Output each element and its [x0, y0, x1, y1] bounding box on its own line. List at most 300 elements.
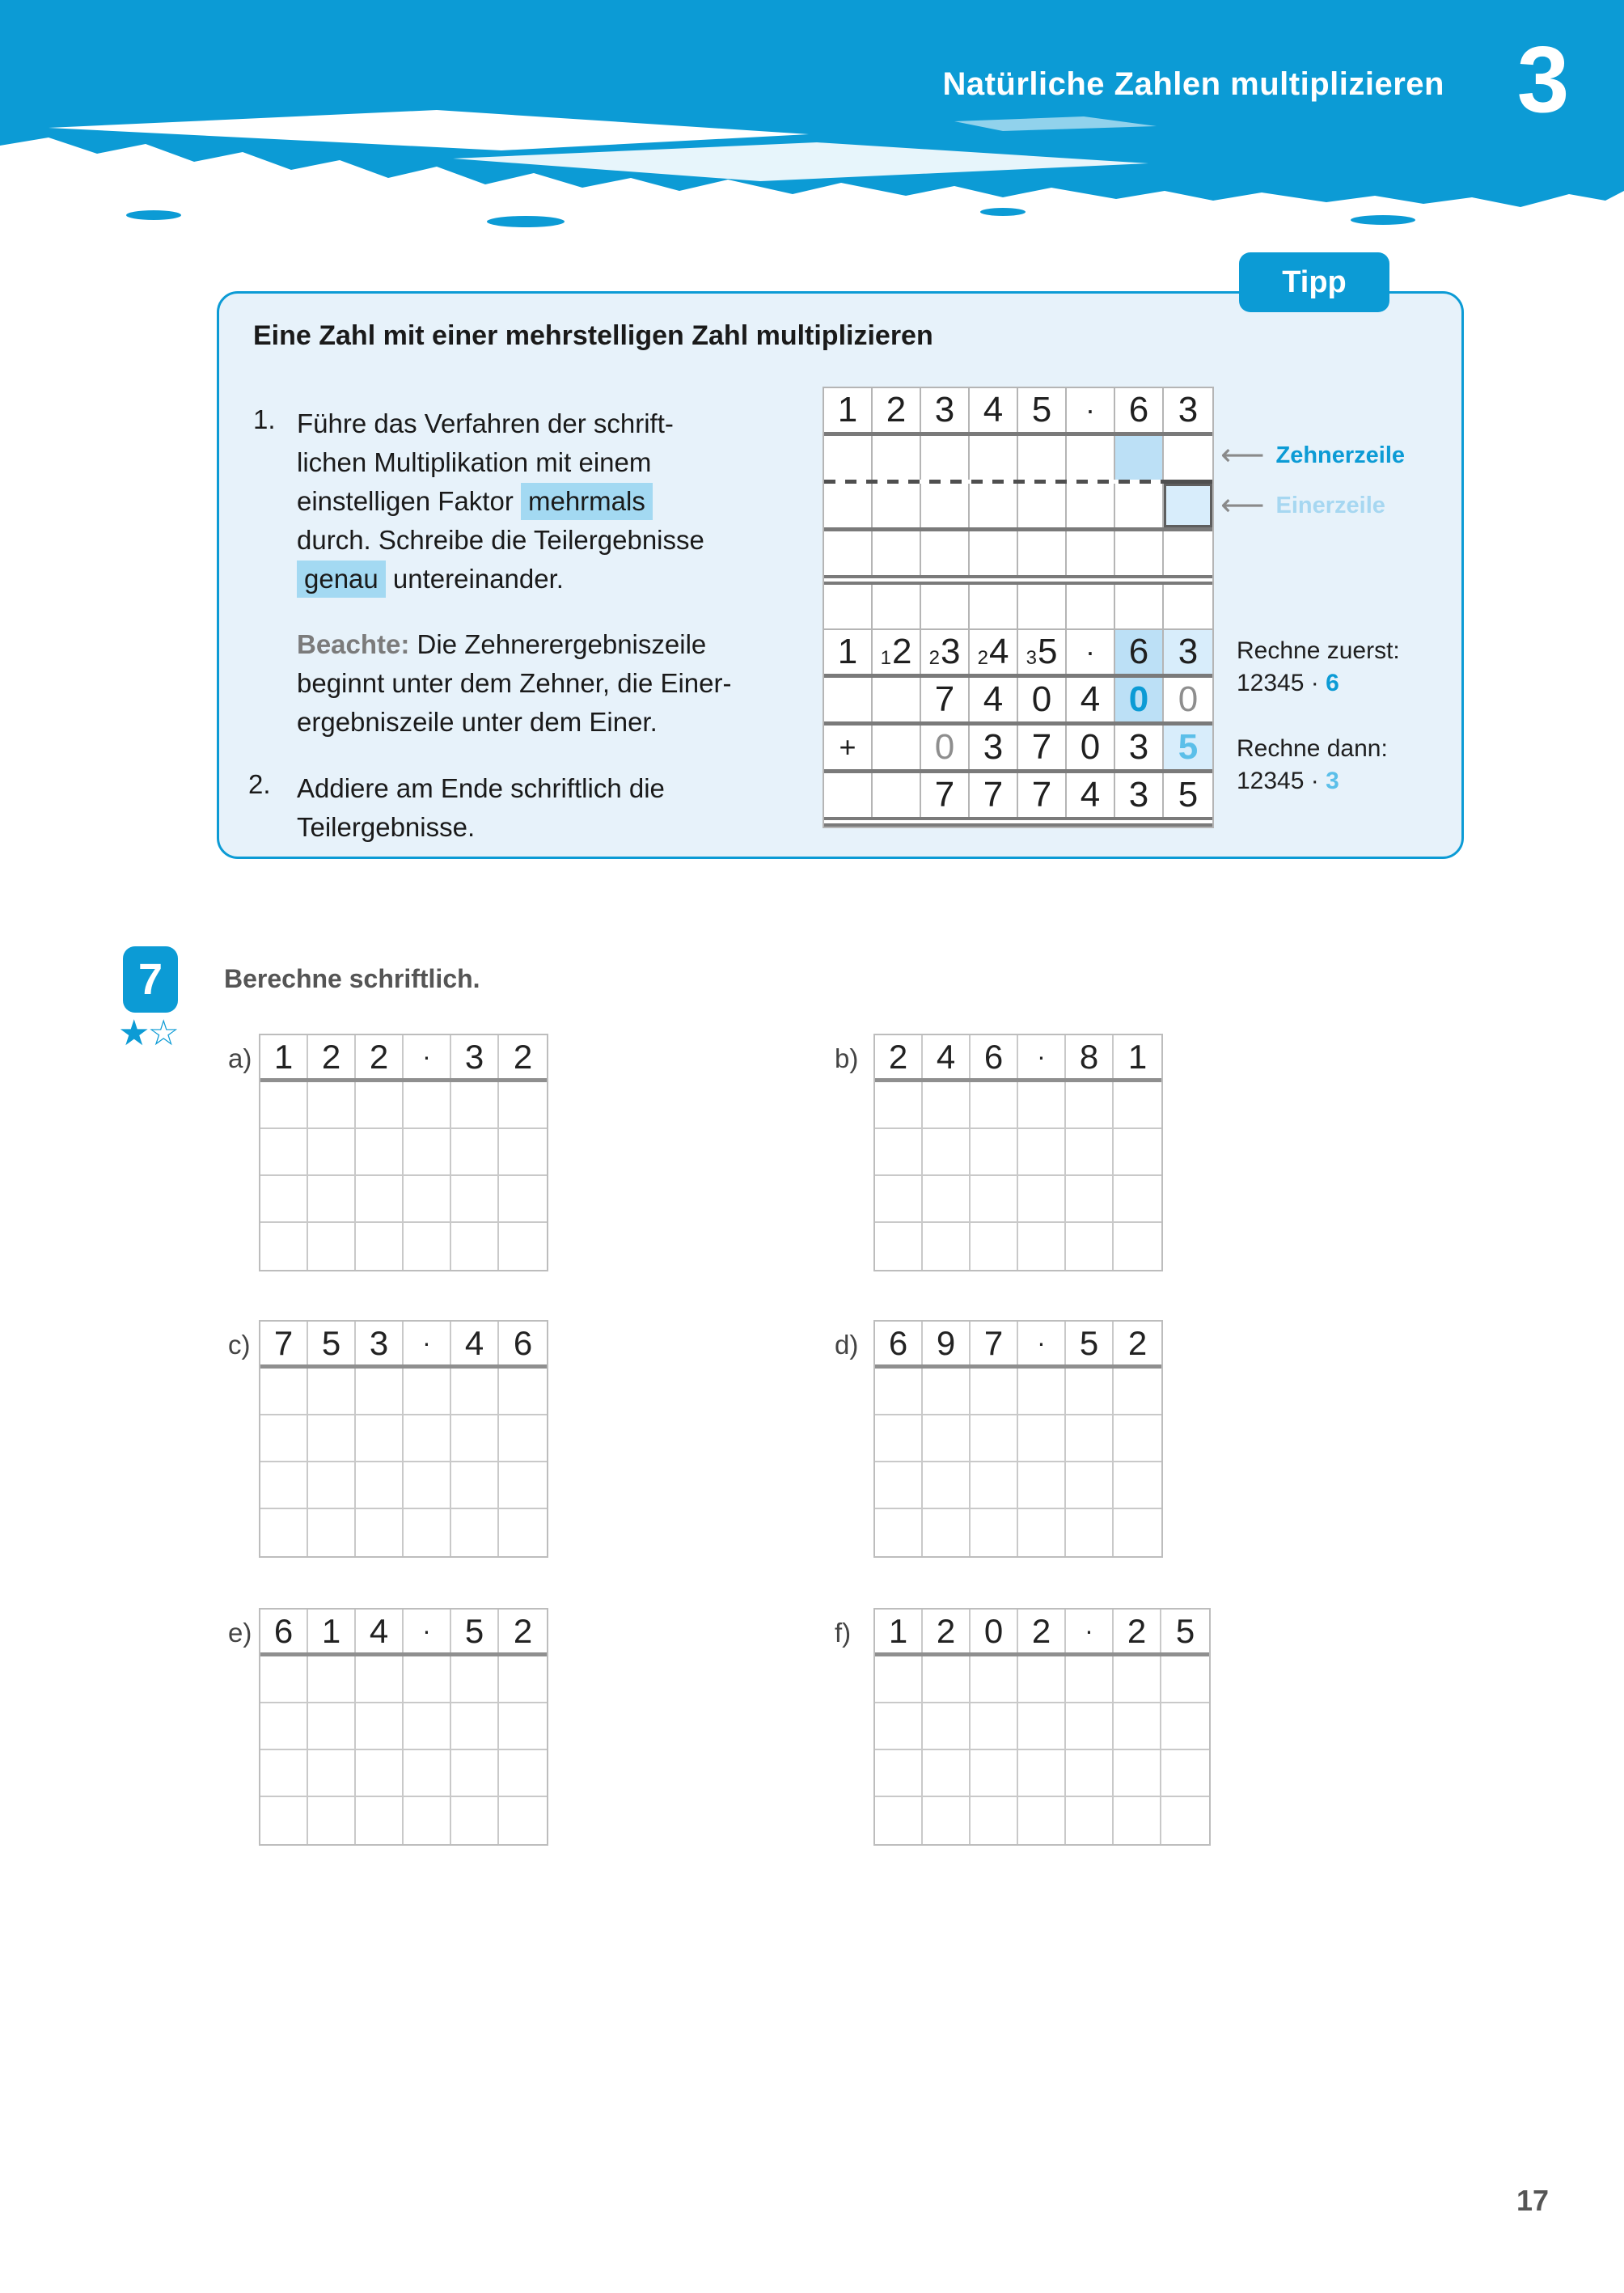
- task-answer-cell: [1161, 1750, 1209, 1796]
- tens-row-annotation: [1220, 440, 1405, 471]
- example-grid-row: [824, 773, 1212, 817]
- example-grid-row: [824, 436, 1212, 480]
- task-answer-cell: [875, 1129, 923, 1174]
- task-answer-cell: [260, 1415, 308, 1461]
- example-grid-cell: [1164, 388, 1212, 432]
- exercise-badge: [123, 946, 178, 1013]
- task-grid-cell: 2: [513, 1037, 533, 1076]
- example-grid-cell: [873, 484, 921, 527]
- task-answer-cell: [1018, 1223, 1066, 1270]
- task-answer-cell: [875, 1369, 923, 1414]
- task-grid-cell: 6: [260, 1610, 308, 1652]
- task-answer-cell: [260, 1509, 308, 1556]
- task-answer-cell: [451, 1176, 499, 1221]
- grid-digit: ·: [1085, 635, 1095, 668]
- task-answer-cell: [404, 1129, 451, 1174]
- grid-digit: 7: [1031, 727, 1052, 767]
- task-grid-cell: 2: [308, 1035, 356, 1078]
- left-arrow-icon: ⟵: [1220, 438, 1265, 472]
- carry-digit: 2: [928, 647, 940, 669]
- task-label: f): [835, 1618, 852, 1648]
- task-answer-cell: [971, 1082, 1018, 1127]
- task-grid-cell: 9: [923, 1322, 971, 1364]
- task-grid-cell: 5: [1175, 1611, 1195, 1650]
- example-grid-cell: [921, 630, 970, 674]
- task-grid-cell: ·: [404, 1035, 451, 1078]
- grid-digit: 2: [886, 390, 907, 429]
- task-answer-row: [875, 1415, 1161, 1462]
- task-grid-cell: 4: [923, 1035, 971, 1078]
- grid-digit: 1: [837, 390, 858, 429]
- task-digit-row: [260, 1322, 547, 1369]
- first-calc-hint: [1237, 635, 1400, 700]
- grid-digit: 6: [1128, 632, 1149, 671]
- task-answer-row: [875, 1176, 1161, 1223]
- first-calc-label: Rechne zuerst:: [1237, 637, 1400, 664]
- note-line-3: ergebniszeile unter dem Einer.: [297, 707, 658, 737]
- task-answer-cell: [1114, 1462, 1161, 1508]
- grid-digit: 3: [940, 632, 961, 671]
- grid-digit: 7: [934, 775, 955, 814]
- task-answer-cell: [451, 1797, 499, 1844]
- task-answer-row: [875, 1129, 1161, 1176]
- then-calc-factor: 3: [1326, 768, 1339, 794]
- task-answer-cell: [923, 1369, 971, 1414]
- task-answer-cell: [1114, 1223, 1161, 1270]
- task-answer-cell: [404, 1750, 451, 1796]
- example-grid-cell: [1067, 388, 1115, 432]
- example-grid-row: [824, 678, 1212, 721]
- task-answer-row: [260, 1509, 547, 1556]
- task-answer-cell: [451, 1703, 499, 1749]
- task-grid-cell: 2: [356, 1035, 404, 1078]
- task-answer-cell: [499, 1223, 547, 1270]
- step-1-line-4: durch. Schreibe die Teilergebnisse: [297, 525, 704, 555]
- example-grid-cell: [824, 484, 873, 527]
- task-grid-cell: 2: [923, 1610, 971, 1652]
- example-grid-cell: [1115, 388, 1164, 432]
- task-answer-cell: [1018, 1797, 1066, 1844]
- task-answer-cell: [356, 1129, 404, 1174]
- task-a: [228, 1034, 548, 1271]
- example-grid-cell: [970, 773, 1018, 817]
- example-grid-cell: [873, 388, 921, 432]
- example-grid-cell: [824, 531, 873, 575]
- task-answer-cell: [1018, 1750, 1066, 1796]
- task-answer-cell: [499, 1129, 547, 1174]
- grid-digit: ·: [1085, 393, 1095, 426]
- task-grid-cell: ·: [404, 1610, 451, 1652]
- task-answer-row: [260, 1797, 547, 1844]
- task-answer-cell: [1066, 1223, 1114, 1270]
- task-answer-cell: [1114, 1656, 1161, 1702]
- grid-digit: 7: [983, 775, 1004, 814]
- task-digit-row: [875, 1322, 1161, 1369]
- task-answer-cell: [356, 1369, 404, 1414]
- example-grid-cell: [1018, 630, 1067, 674]
- grid-digit: 3: [934, 390, 955, 429]
- task-grid-cell: 5: [451, 1610, 499, 1652]
- exercise-number: 7: [137, 955, 163, 1004]
- grid-digit: 7: [1031, 775, 1052, 814]
- example-grid-cell: [1164, 585, 1212, 628]
- task-answer-cell: [875, 1223, 923, 1270]
- task-answer-row: [875, 1462, 1161, 1509]
- task-d: [835, 1320, 1163, 1558]
- task-digit-row: [875, 1610, 1209, 1656]
- step-2-line-2: Teilergebnisse.: [297, 812, 476, 842]
- task-answer-cell: [260, 1462, 308, 1508]
- task-grid-cell: 5: [1066, 1322, 1114, 1364]
- task-answer-cell: [1114, 1082, 1161, 1127]
- task-answer-cell: [875, 1750, 923, 1796]
- task-grid: [873, 1034, 1163, 1271]
- task-answer-cell: [308, 1797, 356, 1844]
- task-answer-cell: [356, 1462, 404, 1508]
- grid-digit: 4: [1080, 679, 1101, 719]
- example-calculation-grid: [823, 387, 1214, 828]
- example-grid-cell: [1115, 678, 1164, 721]
- task-answer-cell: [404, 1656, 451, 1702]
- task-answer-cell: [404, 1415, 451, 1461]
- task-answer-cell: [875, 1176, 923, 1221]
- grid-digit: 0: [1031, 679, 1052, 719]
- task-answer-cell: [260, 1129, 308, 1174]
- task-answer-cell: [1018, 1656, 1066, 1702]
- grid-digit: +: [839, 730, 856, 764]
- task-answer-row: [260, 1369, 547, 1415]
- task-answer-cell: [923, 1462, 971, 1508]
- task-answer-cell: [923, 1415, 971, 1461]
- then-calc-expr: 12345 ·: [1237, 768, 1326, 794]
- task-answer-cell: [356, 1082, 404, 1127]
- task-answer-cell: [1066, 1509, 1114, 1556]
- example-grid-cell: [873, 630, 921, 674]
- example-grid-cell: [824, 585, 873, 628]
- example-grid-cell: [1018, 773, 1067, 817]
- example-grid-cell: [1018, 484, 1067, 527]
- grid-digit: 5: [1178, 775, 1199, 814]
- example-grid-cell: [1115, 484, 1164, 527]
- task-answer-cell: [1018, 1462, 1066, 1508]
- grid-digit: 0: [1080, 727, 1101, 767]
- task-answer-cell: [875, 1703, 923, 1749]
- task-answer-cell: [404, 1509, 451, 1556]
- task-answer-cell: [356, 1703, 404, 1749]
- task-answer-cell: [404, 1082, 451, 1127]
- task-answer-cell: [308, 1703, 356, 1749]
- example-grid-cell: [824, 678, 873, 721]
- task-answer-cell: [451, 1223, 499, 1270]
- task-answer-cell: [923, 1797, 971, 1844]
- task-answer-cell: [404, 1703, 451, 1749]
- task-answer-cell: [1066, 1082, 1114, 1127]
- task-answer-row: [875, 1703, 1209, 1750]
- task-label: d): [835, 1330, 859, 1360]
- grid-digit: 3: [1128, 775, 1149, 814]
- step-1-line-1: Führe das Verfahren der schrift-: [297, 408, 674, 438]
- task-answer-cell: [971, 1797, 1018, 1844]
- task-answer-cell: [1114, 1797, 1161, 1844]
- task-answer-cell: [499, 1750, 547, 1796]
- brush-stroke-graphic: [0, 0, 1624, 236]
- task-answer-cell: [1114, 1129, 1161, 1174]
- example-grid-cell: [1067, 726, 1115, 769]
- task-grid-cell: 2: [513, 1611, 533, 1650]
- task-answer-row: [875, 1369, 1161, 1415]
- page-number: 17: [1516, 2184, 1549, 2217]
- example-grid-cell: [921, 726, 970, 769]
- task-answer-cell: [1114, 1703, 1161, 1749]
- task-answer-cell: [1066, 1415, 1114, 1461]
- left-arrow-icon: ⟵: [1220, 489, 1265, 522]
- note-line-1: [297, 625, 706, 664]
- tip-heading: Eine Zahl mit einer mehrstelligen Zahl multiplizieren: [253, 320, 933, 351]
- note-line-2: beginnt unter dem Zehner, die Einer-: [297, 668, 732, 698]
- task-grid: [873, 1320, 1163, 1558]
- task-answer-cell: [1114, 1415, 1161, 1461]
- task-answer-cell: [356, 1750, 404, 1796]
- task-answer-row: [875, 1750, 1209, 1797]
- task-answer-cell: [260, 1176, 308, 1221]
- task-grid-cell: 3: [451, 1035, 499, 1078]
- task-answer-cell: [875, 1656, 923, 1702]
- task-grid-cell: ·: [404, 1322, 451, 1364]
- task-answer-row: [875, 1223, 1161, 1270]
- first-calc-factor: 6: [1326, 670, 1339, 696]
- example-grid-cell: [824, 630, 873, 674]
- highlight-mehrmals: mehrmals: [521, 483, 653, 520]
- task-answer-cell: [451, 1656, 499, 1702]
- example-grid-cell: [1018, 678, 1067, 721]
- example-grid-cell: [1115, 585, 1164, 628]
- task-answer-cell: [308, 1223, 356, 1270]
- task-answer-cell: [1066, 1656, 1114, 1702]
- task-answer-cell: [260, 1223, 308, 1270]
- task-grid-cell: 3: [356, 1322, 404, 1364]
- example-grid-cell: [1164, 726, 1212, 769]
- example-grid-cell: [970, 678, 1018, 721]
- task-digit-row: [260, 1610, 547, 1656]
- task-answer-row: [260, 1703, 547, 1750]
- task-answer-cell: [971, 1750, 1018, 1796]
- tens-row-label: Zehnerzeile: [1275, 442, 1406, 468]
- task-answer-row: [260, 1176, 547, 1223]
- task-label: c): [228, 1330, 251, 1360]
- task-label: b): [835, 1043, 859, 1073]
- step-1-number: 1.: [253, 404, 276, 434]
- example-grid-cell: [921, 388, 970, 432]
- first-calc-expr: 12345 ·: [1237, 670, 1326, 696]
- task-answer-cell: [308, 1415, 356, 1461]
- grid-digit: 5: [1031, 390, 1052, 429]
- then-calc-hint: [1237, 733, 1388, 797]
- task-answer-cell: [1066, 1703, 1114, 1749]
- task-answer-cell: [1018, 1369, 1066, 1414]
- grid-digit: 0: [1178, 679, 1199, 719]
- example-grid-cell: [970, 388, 1018, 432]
- task-answer-row: [875, 1509, 1161, 1556]
- chapter-number: 3: [1516, 27, 1570, 132]
- task-answer-cell: [1114, 1176, 1161, 1221]
- example-grid-cell: [824, 726, 873, 769]
- task-answer-cell: [356, 1223, 404, 1270]
- task-grid-cell: 4: [451, 1322, 499, 1364]
- task-answer-cell: [923, 1509, 971, 1556]
- task-answer-cell: [1066, 1750, 1114, 1796]
- task-grid-cell: 2: [1127, 1323, 1148, 1362]
- task-answer-cell: [308, 1750, 356, 1796]
- example-grid-row: [824, 484, 1212, 527]
- grid-digit: 2: [891, 632, 912, 671]
- task-answer-cell: [404, 1223, 451, 1270]
- task-grid-cell: 1: [1127, 1037, 1148, 1076]
- task-answer-cell: [923, 1176, 971, 1221]
- example-grid-cell: [1018, 585, 1067, 628]
- example-grid-cell: [921, 678, 970, 721]
- task-e: [228, 1608, 548, 1846]
- task-answer-cell: [451, 1129, 499, 1174]
- task-answer-cell: [923, 1703, 971, 1749]
- task-answer-cell: [404, 1176, 451, 1221]
- task-answer-cell: [451, 1369, 499, 1414]
- task-answer-row: [260, 1082, 547, 1129]
- grid-digit: 0: [1128, 679, 1149, 719]
- task-answer-cell: [1161, 1703, 1209, 1749]
- example-grid-cell: [921, 531, 970, 575]
- example-calculation: [823, 387, 1406, 828]
- task-digit-row: [260, 1035, 547, 1082]
- task-answer-cell: [451, 1415, 499, 1461]
- task-answer-cell: [499, 1369, 547, 1414]
- task-grid: [259, 1320, 548, 1558]
- task-answer-row: [260, 1223, 547, 1270]
- task-answer-cell: [1066, 1369, 1114, 1414]
- task-answer-cell: [923, 1223, 971, 1270]
- task-grid-cell: 5: [308, 1322, 356, 1364]
- task-answer-cell: [499, 1797, 547, 1844]
- task-answer-cell: [308, 1369, 356, 1414]
- task-answer-cell: [1114, 1750, 1161, 1796]
- example-grid-cell: [970, 484, 1018, 527]
- task-answer-cell: [1018, 1082, 1066, 1127]
- task-answer-row: [260, 1750, 547, 1797]
- task-answer-cell: [356, 1797, 404, 1844]
- task-answer-row: [875, 1797, 1209, 1844]
- example-grid-cell: [1164, 484, 1212, 527]
- task-grid: [259, 1034, 548, 1271]
- task-answer-cell: [499, 1509, 547, 1556]
- example-grid-cell: [970, 531, 1018, 575]
- task-grid-cell: 1: [308, 1610, 356, 1652]
- example-grid-cell: [1067, 630, 1115, 674]
- difficulty-stars: [118, 1013, 177, 1054]
- task-answer-cell: [1018, 1129, 1066, 1174]
- task-answer-cell: [971, 1509, 1018, 1556]
- task-answer-cell: [971, 1703, 1018, 1749]
- grid-digit: 4: [1080, 775, 1101, 814]
- task-answer-cell: [1066, 1129, 1114, 1174]
- step-1-line-3: [297, 482, 653, 521]
- task-answer-cell: [1114, 1509, 1161, 1556]
- task-answer-cell: [875, 1082, 923, 1127]
- task-answer-cell: [499, 1176, 547, 1221]
- task-answer-cell: [499, 1656, 547, 1702]
- task-answer-cell: [308, 1082, 356, 1127]
- grid-digit: 4: [988, 632, 1009, 671]
- task-grid-cell: 1: [260, 1035, 308, 1078]
- task-answer-cell: [404, 1369, 451, 1414]
- task-answer-cell: [1018, 1703, 1066, 1749]
- example-grid-cell: [1164, 436, 1212, 480]
- task-answer-cell: [356, 1656, 404, 1702]
- example-grid-cell: [824, 436, 873, 480]
- carry-digit: 1: [880, 647, 891, 669]
- task-label: a): [228, 1043, 252, 1073]
- grid-digit: 3: [1128, 727, 1149, 767]
- example-grid-cell: [1115, 630, 1164, 674]
- carry-digit: 2: [977, 647, 988, 669]
- task-answer-cell: [404, 1797, 451, 1844]
- task-answer-row: [260, 1656, 547, 1703]
- task-f: [835, 1608, 1211, 1846]
- task-answer-cell: [260, 1703, 308, 1749]
- grid-rule-double: [824, 817, 1212, 827]
- step-1-line-3-text: einstelligen Faktor: [297, 486, 521, 516]
- tip-tab: Tipp: [1239, 252, 1389, 312]
- star-filled-icon: ★: [118, 1013, 148, 1053]
- example-grid-row: [824, 726, 1212, 769]
- task-answer-cell: [260, 1797, 308, 1844]
- example-grid-cell: [1067, 436, 1115, 480]
- star-outline-icon: ☆: [147, 1013, 177, 1053]
- example-grid-row: [824, 531, 1212, 575]
- task-answer-cell: [356, 1176, 404, 1221]
- task-answer-cell: [260, 1082, 308, 1127]
- example-grid-cell: [824, 773, 873, 817]
- task-answer-cell: [308, 1656, 356, 1702]
- task-grid-cell: 6: [971, 1035, 1018, 1078]
- task-answer-cell: [971, 1176, 1018, 1221]
- example-grid-cell: [1018, 388, 1067, 432]
- task-answer-cell: [260, 1369, 308, 1414]
- task-answer-cell: [923, 1082, 971, 1127]
- task-grid-cell: 8: [1066, 1035, 1114, 1078]
- example-grid-cell: [873, 531, 921, 575]
- example-grid-cell: [970, 585, 1018, 628]
- task-answer-cell: [875, 1797, 923, 1844]
- task-grid-cell: ·: [1066, 1610, 1114, 1652]
- example-grid-cell: [873, 678, 921, 721]
- task-answer-cell: [451, 1509, 499, 1556]
- task-grid-cell: ·: [1018, 1035, 1066, 1078]
- task-answer-cell: [404, 1462, 451, 1508]
- task-answer-row: [260, 1415, 547, 1462]
- example-grid-cell: [1164, 678, 1212, 721]
- task-answer-cell: [308, 1462, 356, 1508]
- task-b: [835, 1034, 1163, 1271]
- task-answer-row: [260, 1462, 547, 1509]
- carry-digit: 3: [1026, 647, 1037, 669]
- task-answer-cell: [1018, 1509, 1066, 1556]
- task-answer-cell: [1066, 1797, 1114, 1844]
- task-grid-cell: 6: [513, 1323, 533, 1362]
- task-answer-cell: [499, 1415, 547, 1461]
- example-grid-cell: [1164, 630, 1212, 674]
- example-grid-cell: [1067, 484, 1115, 527]
- example-grid-row: [824, 630, 1212, 674]
- task-answer-cell: [1161, 1656, 1209, 1702]
